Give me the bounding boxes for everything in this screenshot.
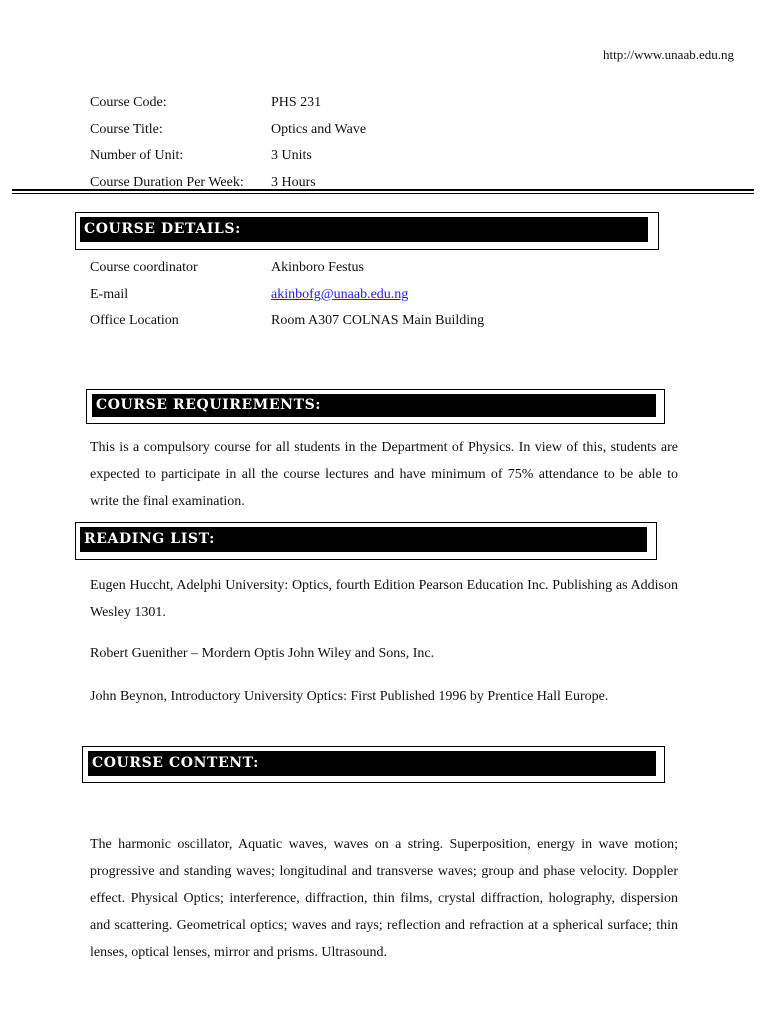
- site-url[interactable]: http://www.unaab.edu.ng: [603, 47, 734, 62]
- course-requirements-text: This is a compulsory course for all students in the Department of Physics. In view of this, students are expected to participate in all the course lectures and have minimum of 75% attendance to be able to write the final examination.: [90, 440, 678, 509]
- course-code-label: Course Code:: [90, 95, 167, 110]
- email-label: E-mail: [90, 287, 129, 302]
- course-code-row: [90, 94, 321, 111]
- course-title-value: Optics and Wave: [271, 122, 367, 137]
- reading-list-heading: READING LIST:: [80, 527, 647, 552]
- course-details-heading: COURSE DETAILS:: [80, 217, 648, 242]
- email-link[interactable]: akinbofg@unaab.edu.ng: [271, 287, 409, 302]
- course-content-heading: COURSE CONTENT:: [88, 751, 656, 776]
- course-content-text: The harmonic oscillator, Aquatic waves, waves on a string. Superposition, energy in wave motion; progressive and standing waves; longitudinal and transverse waves; group and phase velocity. Doppler effect. Physical Optics; interference, diffraction, thin films, crystal diffraction, holography, dispersion and scattering. Geometrical optics; waves and rays; reflection and refraction at a spherical surface; thin lenses, optical lenses, mirror and prisms. Ultrasound.: [90, 837, 678, 960]
- course-title-label: Course Title:: [90, 122, 163, 137]
- coordinator-label: Course coordinator: [90, 260, 198, 275]
- reading-list-item: Robert Guenither – Mordern Optis John Wiley and Sons, Inc.: [90, 646, 435, 661]
- header-divider-thin: [12, 193, 754, 194]
- course-duration-label: Course Duration Per Week:: [90, 175, 244, 190]
- coordinator-value: Akinboro Festus: [271, 260, 364, 275]
- office-location-label: Office Location: [90, 313, 179, 328]
- course-title-row: [90, 121, 366, 138]
- course-requirements-heading: COURSE REQUIREMENTS:: [92, 394, 656, 417]
- header-divider-thick: [12, 189, 754, 191]
- number-of-unit-label: Number of Unit:: [90, 148, 184, 163]
- reading-list-item: John Beynon, Introductory University Optics: First Published 1996 by Prentice Hall Europe.: [90, 689, 609, 704]
- course-code-value: PHS 231: [271, 95, 322, 110]
- reading-list-item: Eugen Huccht, Adelphi University: Optics, fourth Edition Pearson Education Inc. Publishing as Addison Wesley 1301.: [90, 578, 678, 620]
- email-row: [90, 286, 408, 303]
- office-location-value: Room A307 COLNAS Main Building: [271, 313, 485, 328]
- coordinator-row: [90, 259, 364, 276]
- course-duration-value: 3 Hours: [271, 175, 316, 190]
- number-of-unit-value: 3 Units: [271, 148, 312, 163]
- number-of-unit-row: [90, 147, 312, 164]
- office-location-row: [90, 312, 484, 329]
